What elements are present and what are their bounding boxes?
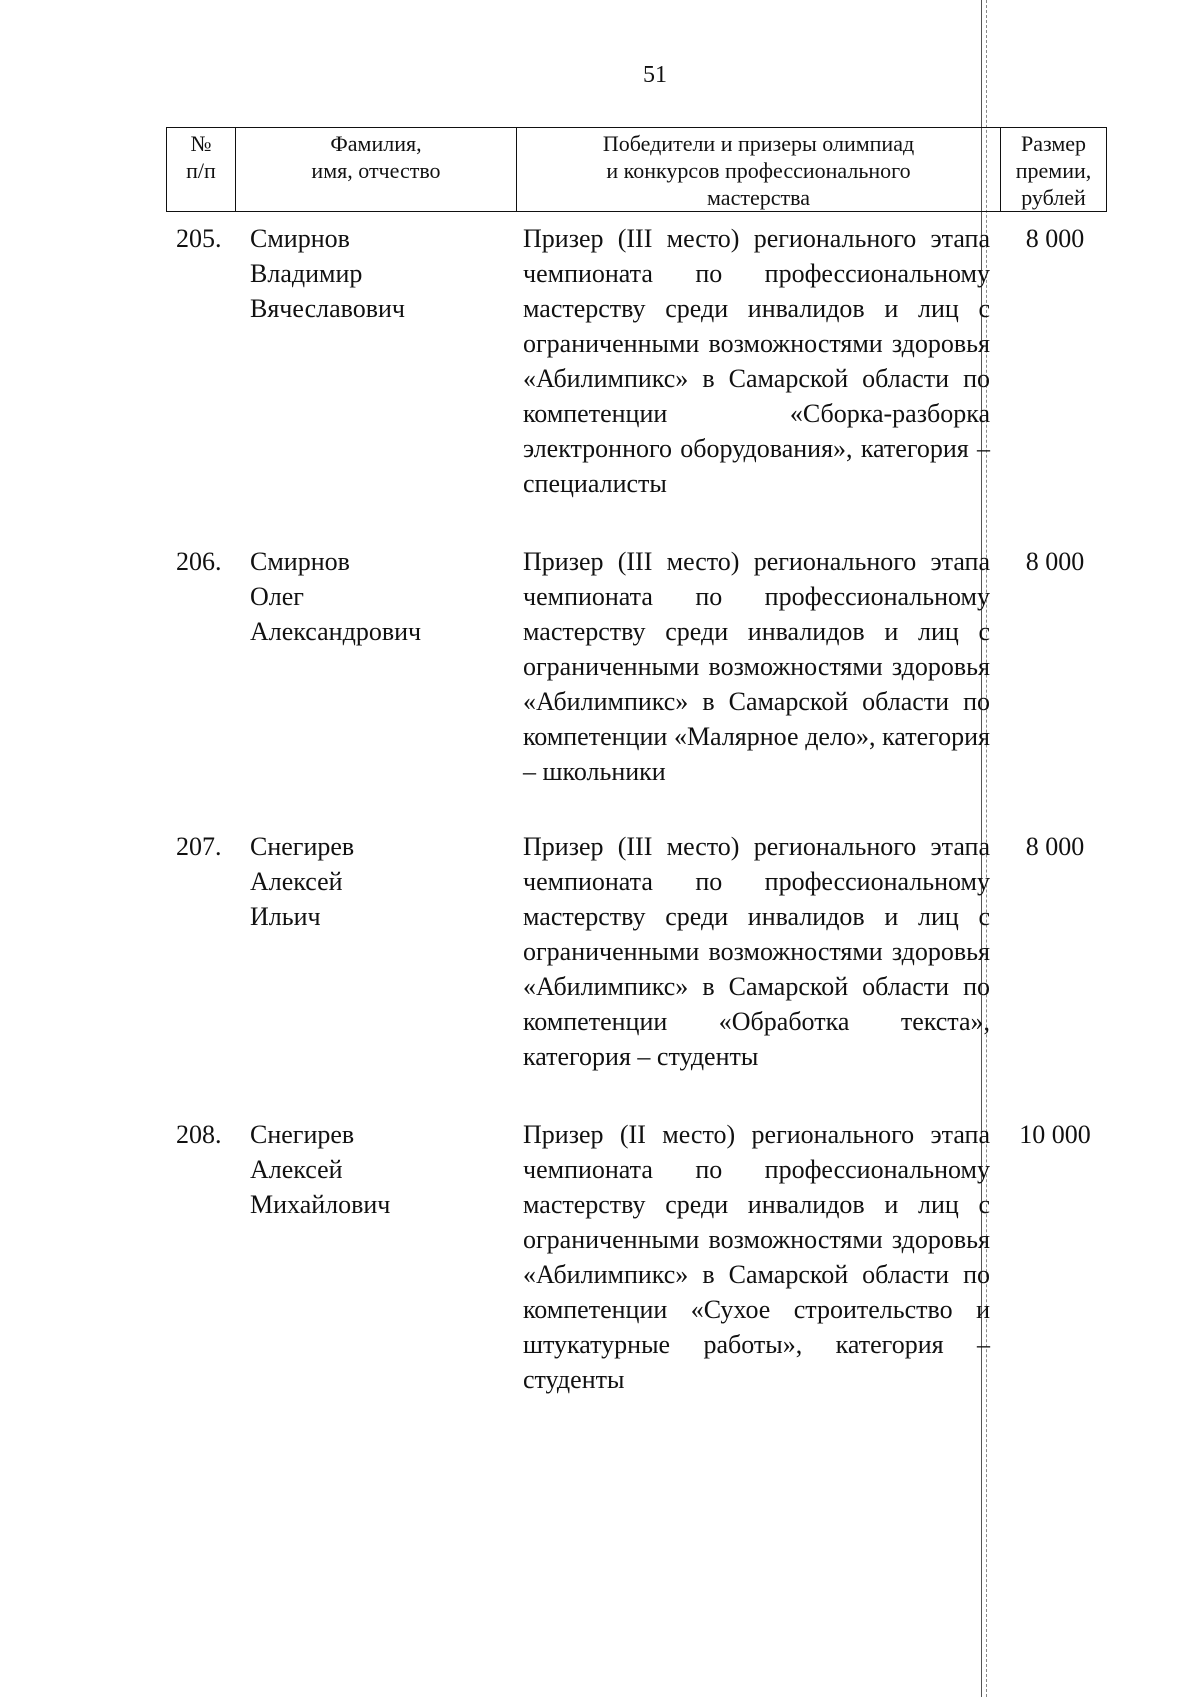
first-name: Владимир xyxy=(250,259,363,288)
surname: Снегирев xyxy=(250,832,355,861)
patronymic: Александрович xyxy=(250,617,422,646)
row-number: 205. xyxy=(176,224,222,253)
award-description: Призер (III место) регионального этапа чемпионата по профессиональному мастерству среди инвалидов и лиц с ограниченными возможностями здоровья «Абилимпикс» в Самарской области по компетенции «Малярное дело», категория – школьники xyxy=(523,547,990,786)
award-description: Призер (II место) регионального этапа чемпионата по профессиональному мастерству среди инвалидов и лиц с ограниченными возможностями здоровья «Абилимпикс» в Самарской области по компетенции «Сухое строительство и штукатурные работы», категория – студенты xyxy=(523,1120,990,1394)
first-name: Алексей xyxy=(250,867,343,896)
prize-amount: 10 000 xyxy=(1019,1120,1091,1149)
table-header xyxy=(166,127,1107,212)
first-name: Олег xyxy=(250,582,304,611)
surname: Снегирев xyxy=(250,1120,355,1149)
award-description: Призер (III место) регионального этапа чемпионата по профессиональному мастерству среди инвалидов и лиц с ограниченными возможностями здоровья «Абилимпикс» в Самарской области по компетенции «Сборка-разборка электронного оборудования», категория – специалисты xyxy=(523,224,990,498)
person-name xyxy=(250,221,500,326)
person-name xyxy=(250,1117,500,1222)
patronymic: Ильич xyxy=(250,902,321,931)
header-col-name: Фамилия, имя, отчество xyxy=(236,128,517,212)
award-description: Призер (III место) регионального этапа чемпионата по профессиональному мастерству среди инвалидов и лиц с ограниченными возможностями здоровья «Абилимпикс» в Самарской области по компетенции «Обработка текста», категория – студенты xyxy=(523,832,990,1071)
header-col-description: Победители и призеры олимпиад и конкурсов профессионального мастерства xyxy=(517,128,1001,212)
surname: Смирнов xyxy=(250,224,350,253)
person-name xyxy=(250,544,500,649)
page-number: 51 xyxy=(643,62,667,88)
first-name: Алексей xyxy=(250,1155,343,1184)
row-number: 208. xyxy=(176,1120,222,1149)
patronymic: Михайлович xyxy=(250,1190,391,1219)
row-number: 206. xyxy=(176,547,222,576)
patronymic: Вячеславович xyxy=(250,294,405,323)
prize-amount: 8 000 xyxy=(1025,832,1085,861)
person-name xyxy=(250,829,500,934)
prize-amount: 8 000 xyxy=(1025,547,1085,576)
header-col-number: № п/п xyxy=(167,128,236,212)
row-number: 207. xyxy=(176,832,222,861)
surname: Смирнов xyxy=(250,547,350,576)
header-col-prize: Размер премии, рублей xyxy=(1001,128,1107,212)
prize-amount: 8 000 xyxy=(1025,224,1085,253)
